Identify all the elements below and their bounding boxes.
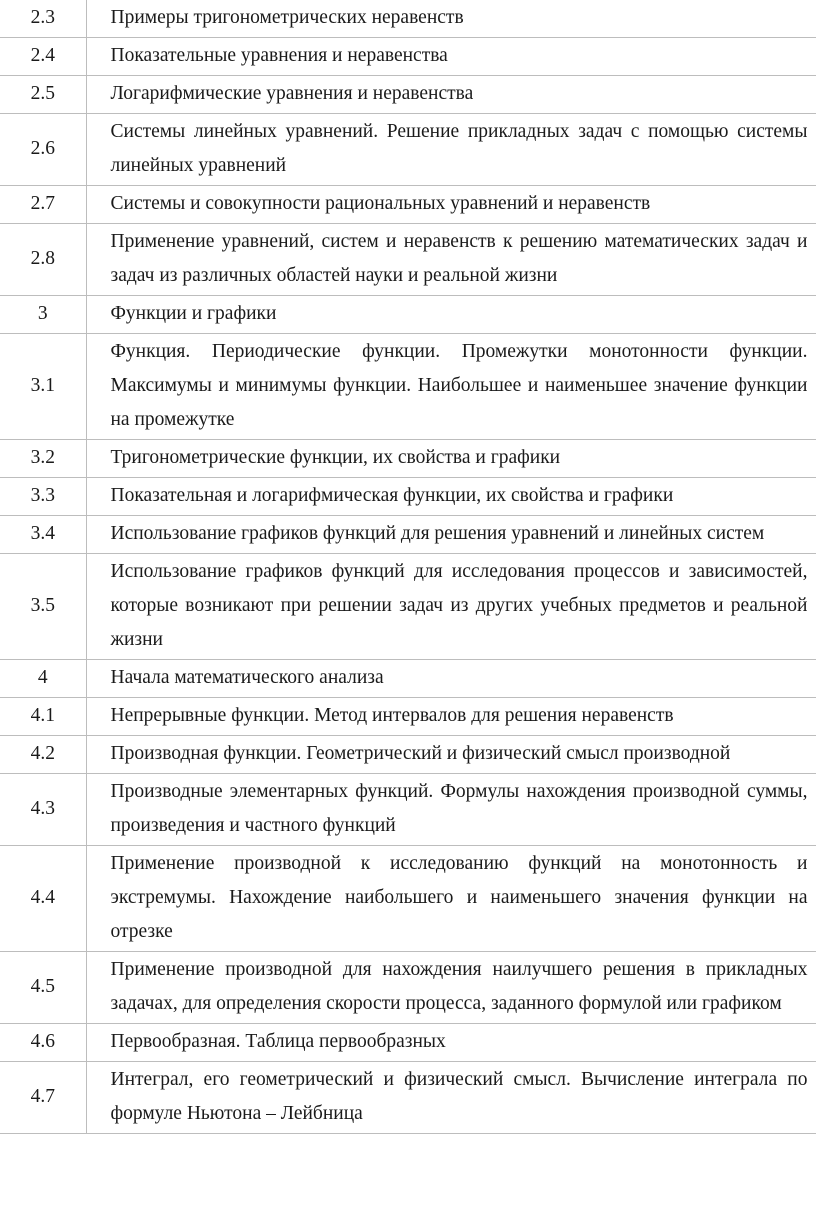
topic-number: 3.3: [0, 478, 86, 516]
table-row: [0, 76, 816, 114]
topic-number: 2.7: [0, 186, 86, 224]
topic-title: Непрерывные функции. Метод интервалов для решения неравенств: [86, 698, 816, 736]
topic-title: Тригонометрические функции, их свойства и графики: [86, 440, 816, 478]
topic-title: Производная функции. Геометрический и физический смысл производной: [86, 736, 816, 774]
table-row: [0, 114, 816, 186]
table-row: [0, 952, 816, 1024]
topic-number: 4.1: [0, 698, 86, 736]
topic-title: Применение уравнений, систем и неравенств к решению математических задач и задач из различных областей науки и реальной жизни: [86, 224, 816, 296]
topic-title: Примеры тригонометрических неравенств: [86, 0, 816, 38]
topic-number: 2.5: [0, 76, 86, 114]
table-row: [0, 440, 816, 478]
topic-number: 4.7: [0, 1062, 86, 1134]
topic-title: Системы линейных уравнений. Решение прикладных задач с помощью системы линейных уравнений: [86, 114, 816, 186]
table-row: [0, 554, 816, 660]
topic-number: 2.6: [0, 114, 86, 186]
topic-number: 2.3: [0, 0, 86, 38]
topic-title: Начала математического анализа: [86, 660, 816, 698]
topic-number: 4.4: [0, 846, 86, 952]
table-row: [0, 516, 816, 554]
topic-title: Первообразная. Таблица первообразных: [86, 1024, 816, 1062]
topic-title: Показательная и логарифмическая функции, их свойства и графики: [86, 478, 816, 516]
table-row: [0, 1024, 816, 1062]
table-row: [0, 186, 816, 224]
table-row: [0, 296, 816, 334]
table-row: [0, 1062, 816, 1134]
topic-title: Интеграл, его геометрический и физический смысл. Вычисление интеграла по формуле Ньютона – Лейбница: [86, 1062, 816, 1134]
topic-number: 3.2: [0, 440, 86, 478]
topic-title: Функция. Периодические функции. Промежутки монотонности функции. Максимумы и минимумы функции. Наибольшее и наименьшее значение функции на промежутке: [86, 334, 816, 440]
topic-number: 4.5: [0, 952, 86, 1024]
table-row: [0, 660, 816, 698]
topic-number: 4.2: [0, 736, 86, 774]
table-row: [0, 334, 816, 440]
table-row: [0, 698, 816, 736]
topic-number: 3.5: [0, 554, 86, 660]
table-row: [0, 846, 816, 952]
topic-title: Использование графиков функций для исследования процессов и зависимостей, которые возникают при решении задач из других учебных предметов и реальной жизни: [86, 554, 816, 660]
topic-title: Логарифмические уравнения и неравенства: [86, 76, 816, 114]
table-row: [0, 774, 816, 846]
table-row: [0, 478, 816, 516]
topic-title: Функции и графики: [86, 296, 816, 334]
topic-number: 4.3: [0, 774, 86, 846]
topic-title: Применение производной к исследованию функций на монотонность и экстремумы. Нахождение наибольшего и наименьшего значения функции на отрезке: [86, 846, 816, 952]
topic-title: Использование графиков функций для решения уравнений и линейных систем: [86, 516, 816, 554]
table-row: [0, 736, 816, 774]
topic-title: Производные элементарных функций. Формулы нахождения производной суммы, произведения и частного функций: [86, 774, 816, 846]
topic-number: 4: [0, 660, 86, 698]
topic-number: 3.1: [0, 334, 86, 440]
topic-title: Показательные уравнения и неравенства: [86, 38, 816, 76]
topic-number: 3: [0, 296, 86, 334]
topic-number: 3.4: [0, 516, 86, 554]
topic-number: 2.4: [0, 38, 86, 76]
topic-title: Применение производной для нахождения наилучшего решения в прикладных задачах, для определения скорости процесса, заданного формулой или графиком: [86, 952, 816, 1024]
table-row: [0, 0, 816, 38]
table-row: [0, 224, 816, 296]
topic-number: 4.6: [0, 1024, 86, 1062]
topic-title: Системы и совокупности рациональных уравнений и неравенств: [86, 186, 816, 224]
topic-number: 2.8: [0, 224, 86, 296]
table-row: [0, 38, 816, 76]
